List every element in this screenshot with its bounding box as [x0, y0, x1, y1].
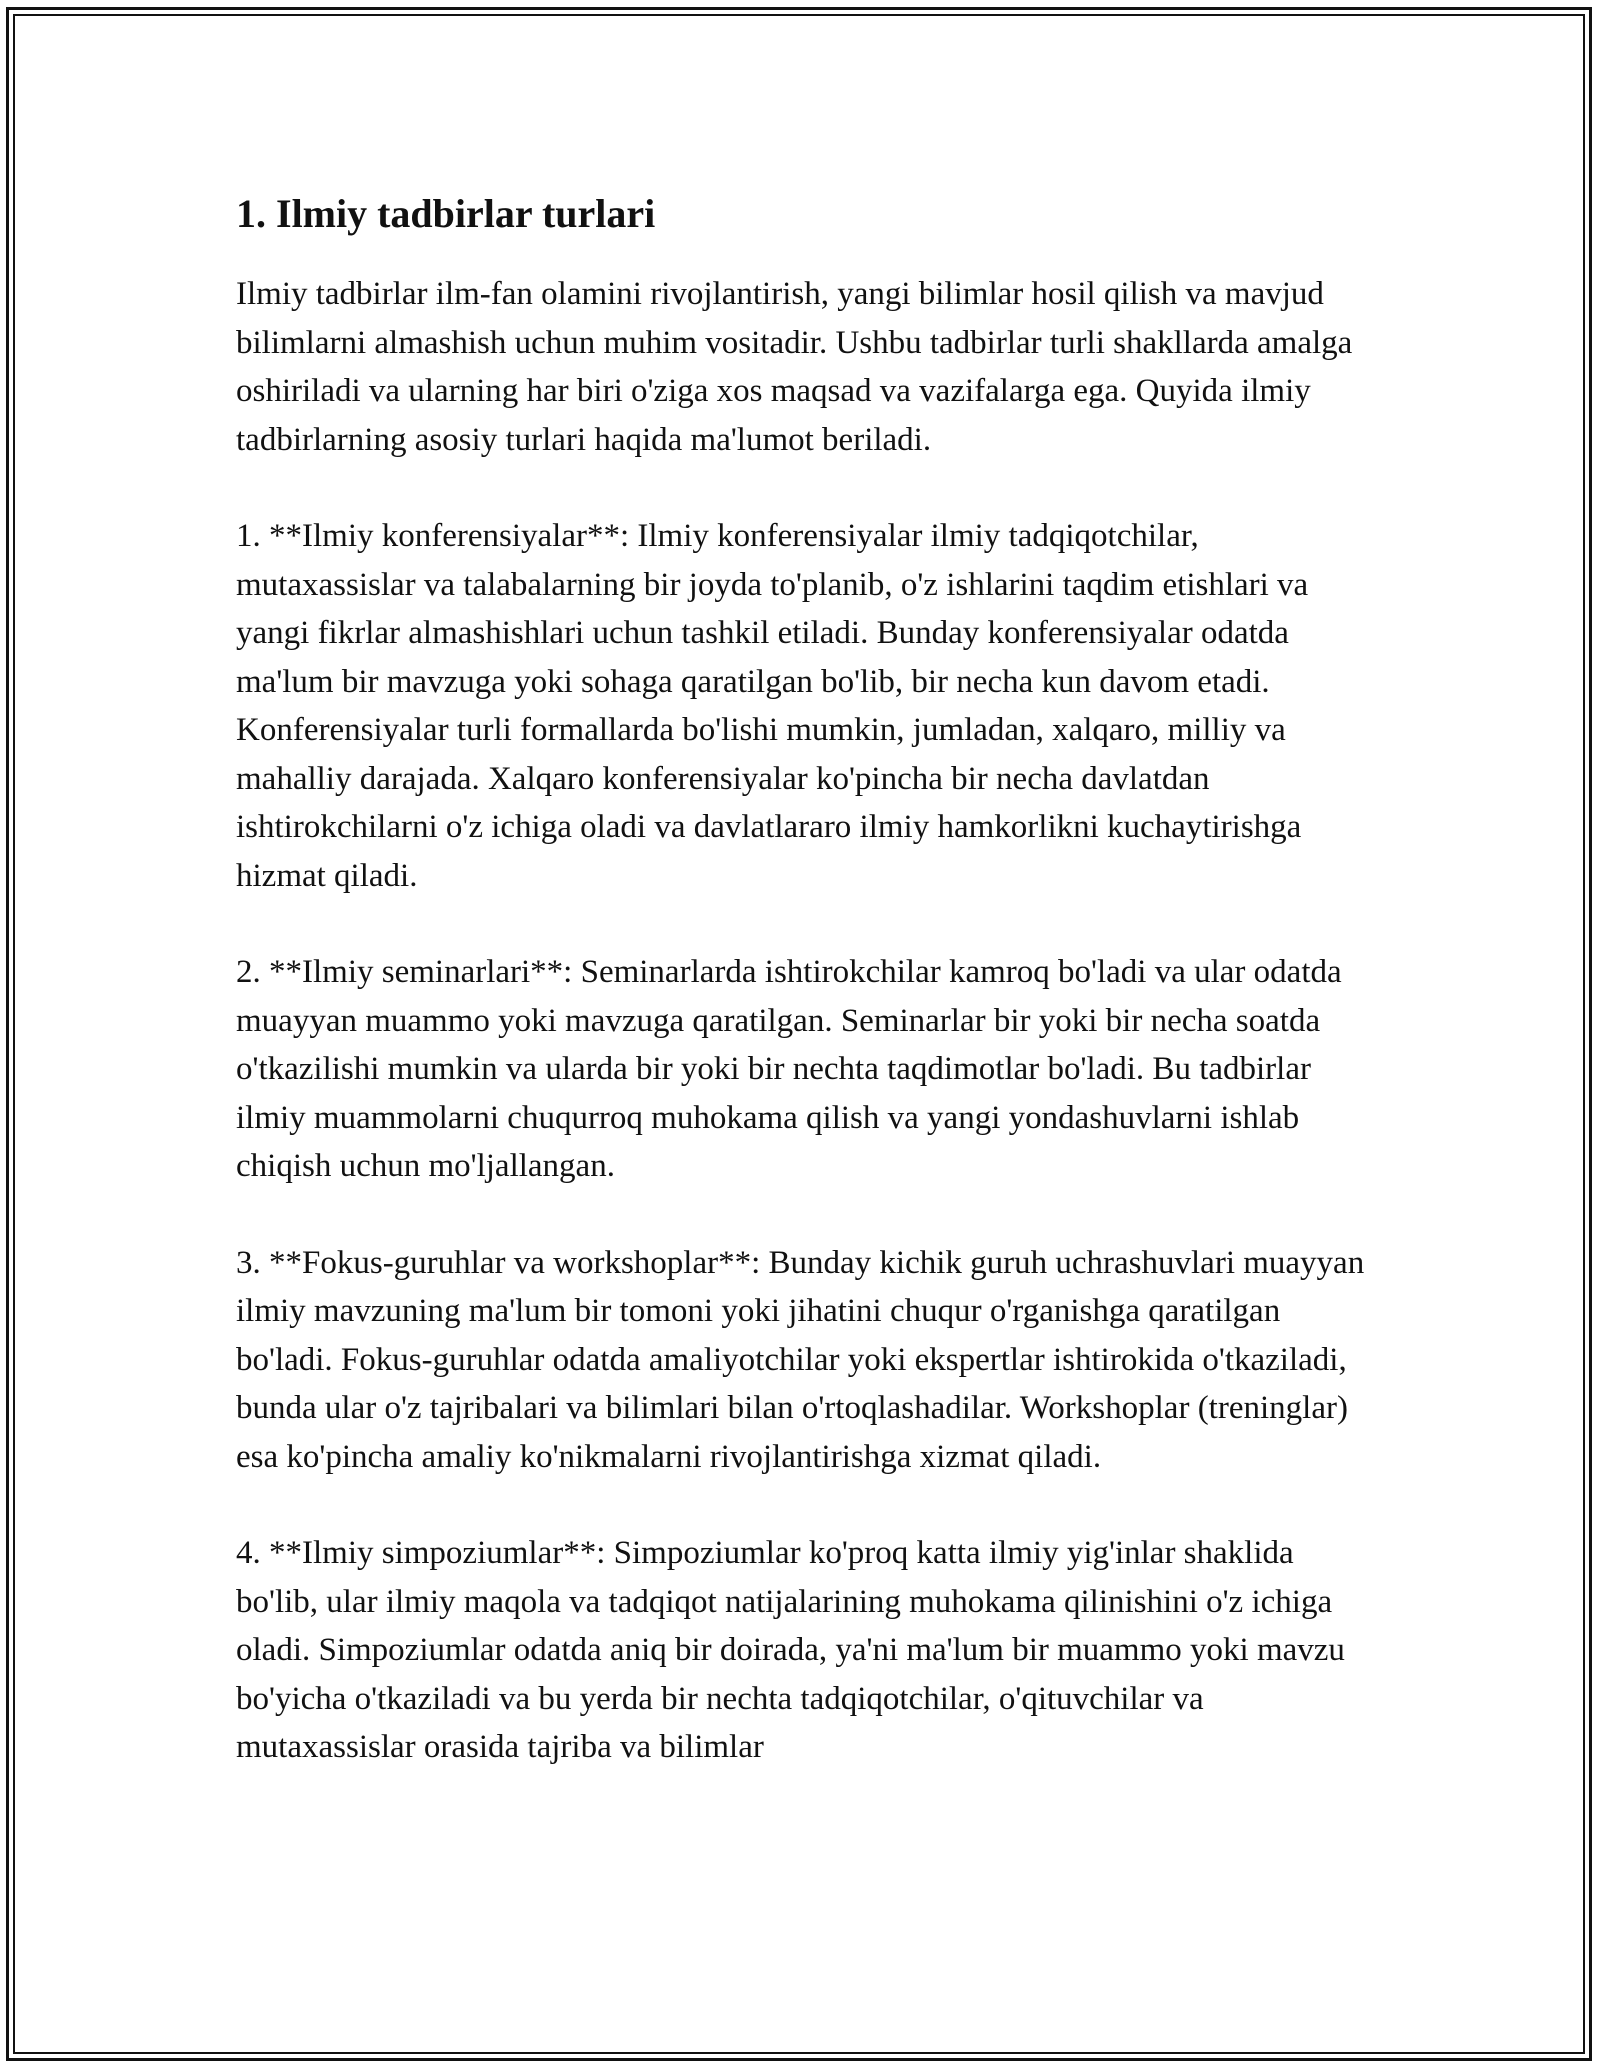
section-title: 1. Ilmiy tadbirlar turlari: [236, 191, 656, 236]
paragraph-symposiums: 4. **Ilmiy simpoziumlar**: Simpoziumlar ko'proq katta ilmiy yig'inlar shaklida bo'lib, ular ilmiy maqola va tadqiqot natijalarining muhokama qilinishini o'z ichiga oladi. Simpoziumlar odatda aniq bir doirada, ya'ni ma'lum bir muammo yoki mavzu bo'yicha o'tkaziladi va bu yerda bir nechta tadqiqotchilar, o'qituvchilar va mutaxassislar orasida tajriba va bilimlar: [236, 1535, 1345, 1765]
paragraph-seminars: 2. **Ilmiy seminarlari**: Seminarlarda ishtirokchilar kamroq bo'ladi va ular odatda muayyan muammo yoki mavzuga qaratilgan. Seminarlar bir yoki bir necha soatda o'tkazilishi mumkin va ularda bir yoki bir nechta taqdimotlar bo'ladi. Bu tadbirlar ilmiy muammolarni chuqurroq muhokama qilish va yangi yondashuvlarni ishlab chiqish uchun mo'ljallangan.: [236, 954, 1342, 1184]
document-body: [236, 188, 1366, 1820]
paragraph-conferences: 1. **Ilmiy konferensiyalar**: Ilmiy konferensiyalar ilmiy tadqiqotchilar, mutaxassislar va talabalarning bir joyda to'planib, o'z ishlarini taqdim etishlari va yangi fikrlar almashishlari uchun tashkil etiladi. Bunday konferensiyalar odatda ma'lum bir mavzuga yoki sohaga qaratilgan bo'lib, bir necha kun davom etadi. Konferensiyalar turli formallarda bo'lishi mumkin, jumladan, xalqaro, milliy va mahalliy darajada. Xalqaro konferensiyalar ko'pincha bir necha davlatdan ishtirokchilarni o'z ichiga oladi va davlatlararo ilmiy hamkorlikni kuchaytirishga hizmat qiladi.: [236, 518, 1309, 894]
intro-paragraph: Ilmiy tadbirlar ilm-fan olamini rivojlantirish, yangi bilimlar hosil qilish va mavjud bilimlarni almashish uchun muhim vositadir. Ushbu tadbirlar turli shakllarda amalga oshiriladi va ularning har biri o'ziga xos maqsad va vazifalarga ega. Quyida ilmiy tadbirlarning asosiy turlari haqida ma'lumot beriladi.: [236, 276, 1353, 458]
paragraph-focus-groups-workshops: 3. **Fokus-guruhlar va workshoplar**: Bunday kichik guruh uchrashuvlari muayyan ilmiy mavzuning ma'lum bir tomoni yoki jihatini chuqur o'rganishga qaratilgan bo'ladi. Fokus-guruhlar odatda amaliyotchilar yoki ekspertlar ishtirokida o'tkaziladi, bunda ular o'z tajribalari va bilimlari bilan o'rtoqlashadilar. Workshoplar (treninglar) esa ko'pincha amaliy ko'nikmalarni rivojlantirishga xizmat qiladi.: [236, 1244, 1365, 1475]
